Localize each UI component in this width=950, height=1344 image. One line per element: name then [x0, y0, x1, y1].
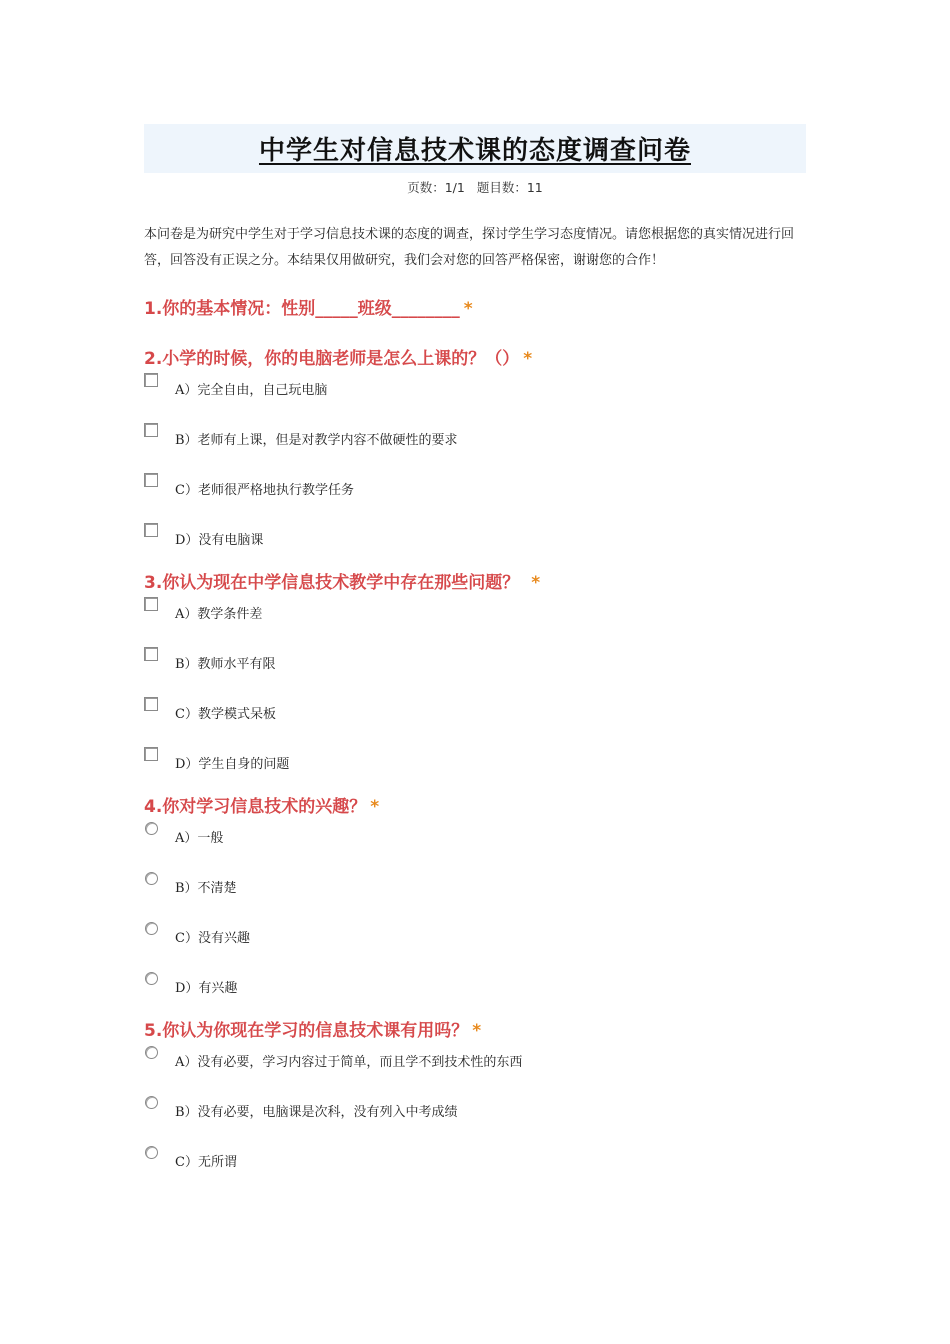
- radio-button[interactable]: [145, 1096, 158, 1109]
- checkbox[interactable]: [144, 647, 158, 661]
- option-label: A）没有必要，学习内容过于简单，而且学不到技术性的东西: [175, 1055, 523, 1070]
- q3-option-d[interactable]: [144, 747, 804, 772]
- q2-option-a[interactable]: [144, 373, 804, 398]
- q2-option-b[interactable]: [144, 423, 804, 448]
- option-label: A）教学条件差: [175, 607, 263, 622]
- q5-option-c[interactable]: [144, 1145, 804, 1170]
- q5-option-a[interactable]: [144, 1045, 804, 1070]
- survey-meta: [144, 178, 806, 196]
- q3-option-a[interactable]: [144, 597, 804, 622]
- option-label: D）没有电脑课: [175, 533, 264, 548]
- question-2-label: 2.小学的时候，你的电脑老师是怎么上课的？（）: [144, 349, 520, 369]
- page-count: 页数：1/1: [407, 180, 465, 195]
- title-banner: [144, 124, 806, 173]
- radio-button[interactable]: [145, 1146, 158, 1159]
- option-label: B）教师水平有限: [175, 657, 276, 672]
- question-count: 题目数：11: [476, 180, 543, 195]
- question-3-title: [144, 568, 540, 593]
- survey-title: 中学生对信息技术课的态度调查问卷: [258, 136, 691, 166]
- q4-option-c[interactable]: [144, 921, 804, 946]
- checkbox[interactable]: [144, 523, 158, 537]
- question-1-title: [144, 294, 473, 319]
- checkbox[interactable]: [144, 697, 158, 711]
- checkbox[interactable]: [144, 747, 158, 761]
- option-label: B）没有必要，电脑课是次科，没有列入中考成绩: [175, 1105, 458, 1120]
- radio-button[interactable]: [145, 972, 158, 985]
- option-label: C）教学模式呆板: [175, 707, 276, 722]
- option-label: B）老师有上课，但是对教学内容不做硬性的要求: [175, 433, 458, 448]
- question-5-title: [144, 1016, 481, 1041]
- question-4-title: [144, 792, 379, 817]
- q3-option-c[interactable]: [144, 697, 804, 722]
- q4-option-d[interactable]: [144, 971, 804, 996]
- required-mark: *: [523, 349, 533, 369]
- q4-option-a[interactable]: [144, 821, 804, 846]
- option-label: B）不清楚: [175, 881, 237, 896]
- checkbox[interactable]: [144, 597, 158, 611]
- option-label: A）一般: [175, 831, 224, 846]
- option-label: C）老师很严格地执行教学任务: [175, 483, 354, 498]
- checkbox[interactable]: [144, 373, 158, 387]
- q2-option-c[interactable]: [144, 473, 804, 498]
- radio-button[interactable]: [145, 872, 158, 885]
- required-mark: *: [472, 1021, 482, 1041]
- q4-option-b[interactable]: [144, 871, 804, 896]
- option-label: D）学生自身的问题: [175, 757, 290, 772]
- radio-button[interactable]: [145, 1046, 158, 1059]
- question-2-title: [144, 344, 532, 369]
- checkbox[interactable]: [144, 423, 158, 437]
- radio-button[interactable]: [145, 822, 158, 835]
- option-label: D）有兴趣: [175, 981, 238, 996]
- radio-button[interactable]: [145, 922, 158, 935]
- q3-option-b[interactable]: [144, 647, 804, 672]
- required-mark: *: [531, 573, 541, 593]
- q5-option-b[interactable]: [144, 1095, 804, 1120]
- question-5-label: 5.你认为你现在学习的信息技术课有用吗？: [144, 1021, 469, 1041]
- question-3-label: 3.你认为现在中学信息技术教学中存在那些问题？: [144, 573, 520, 593]
- option-label: C）无所谓: [175, 1155, 237, 1170]
- question-4-label: 4.你对学习信息技术的兴趣？: [144, 797, 367, 817]
- option-label: A）完全自由，自己玩电脑: [175, 383, 328, 398]
- required-mark: *: [370, 797, 380, 817]
- q2-option-d[interactable]: [144, 523, 804, 548]
- required-mark: *: [463, 299, 473, 319]
- survey-intro: 本问卷是为研究中学生对于学习信息技术课的态度的调查，探讨学生学习态度情况。请您根据您的真实情况进行回答，回答没有正误之分。本结果仅用做研究，我们会对您的回答严格保密，谢谢您的合作！: [144, 227, 795, 268]
- option-label: C）没有兴趣: [175, 931, 250, 946]
- question-1-label: 1.你的基本情况：性别_____班级________: [144, 299, 460, 319]
- checkbox[interactable]: [144, 473, 158, 487]
